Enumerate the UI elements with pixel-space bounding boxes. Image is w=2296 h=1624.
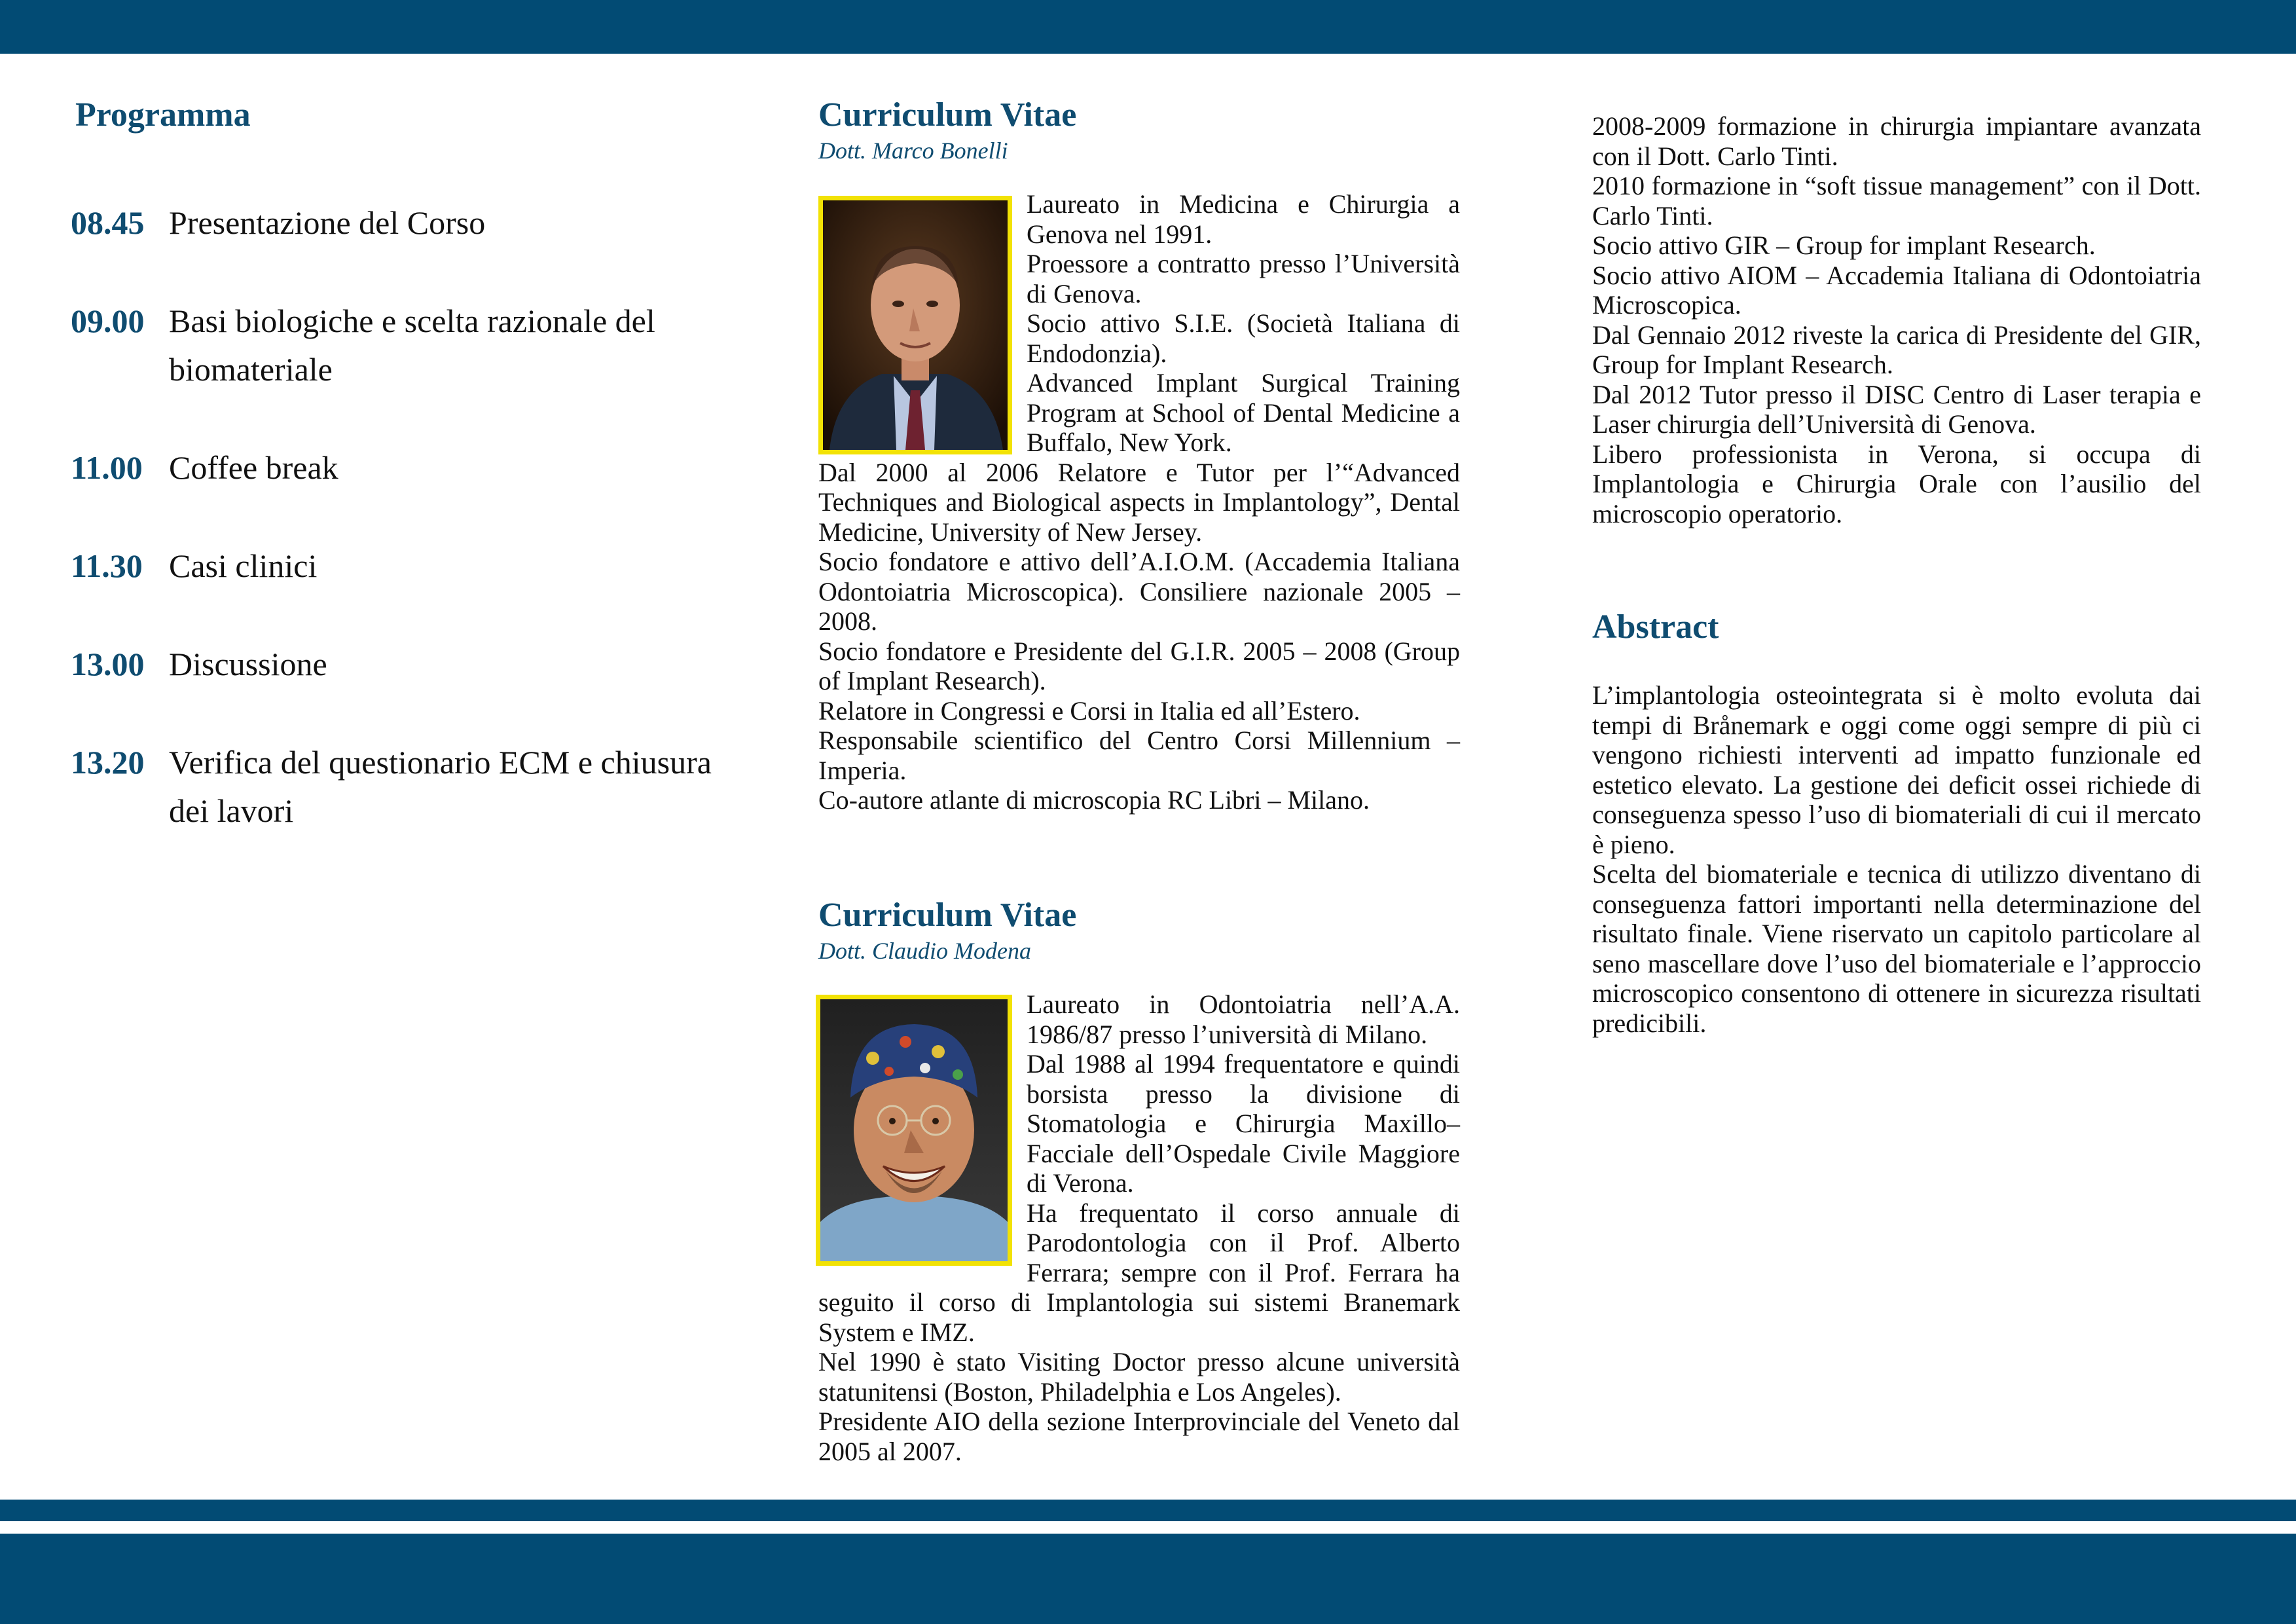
cv1-line: Socio fondatore e attivo dell’A.I.O.M. (Accademia Italiana Odontoiatria Microscopica). Consiliere nazionale 2005 – 2008. [818,547,1460,637]
cv1-line: Co-autore atlante di microscopia RC Libri – Milano. [818,785,1370,815]
programma-item [71,640,712,688]
top-band [0,0,2296,54]
programma-label: Basi biologiche e scelta razionale del biomateriale [169,303,655,388]
cv1-line: Dal 2000 al 2006 Relatore e Tutor per l’“Advanced Techniques and Biological aspects in Implantology”, Dental Medicine, University of New Jersey. [818,457,1460,547]
cv1-body [818,189,1460,815]
cv2-line: Nel 1990 è stato Visiting Doctor presso alcune università statunitensi (Boston, Philadelphia e Los Angeles). [818,1347,1460,1407]
programma-time: 13.00 [71,646,145,683]
cv2-continued-line: Dal Gennaio 2012 riveste la carica di Presidente del GIR, Group for Implant Research. [1592,320,2201,379]
programma-time: 08.45 [71,204,145,242]
cv1-line: Laureato in Medicina e Chirurgia a Genova nel 1991. [1027,189,1460,249]
abstract-title: Abstract [1592,608,1719,646]
cv2-section [818,895,1460,1466]
cv2-name: Dott. Claudio Modena [818,938,1031,965]
programma-list [71,198,712,835]
programma-section [71,95,712,885]
cv1-line: Advanced Implant Surgical Training Program at School of Dental Medicine a Buffalo, New York. [1027,368,1460,458]
programma-label: Presentazione del Corso [169,204,486,242]
cv1-title: Curriculum Vitae [818,96,1077,134]
programma-label: Coffee break [169,449,338,487]
cv2-continued-line: 2010 formazione in “soft tissue management” con il Dott. Carlo Tinti. [1592,171,2201,231]
cv2-continued-line: Socio attivo AIOM – Accademia Italiana di Odontoiatria Microscopica. [1592,260,2201,320]
cv2-line: Dal 1988 al 1994 frequentatore e quindi borsista presso la divisione di Stomatologia e Chirurgia Maxillo–Facciale dell’Ospedale Civile Maggiore di Verona. [1027,1049,1460,1198]
programma-time: 11.00 [71,449,143,487]
cv2-continued [1592,111,2201,528]
programma-time: 09.00 [71,303,145,340]
cv2-continued-line: Dal 2012 Tutor presso il DISC Centro di Laser terapia e Laser chirurgia dell’Università di Genova. [1592,379,2201,439]
cv1-line: Relatore in Congressi e Corsi in Italia ed all’Estero. [818,695,1360,726]
cv2-continued-line: 2008-2009 formazione in chirurgia impiantare avanzata con il Dott. Carlo Tinti. [1592,111,2201,171]
abstract-paragraph: Scelta del biomateriale e tecnica di utilizzo diventano di conseguenza fattori importanti nella determinazione del risultato finale. Viene riservato un capitolo particolare al seno mascellare dove l’uso del biomateriale e l’approccio microscopico consentono di ottenere in sicurezza risultati predicibili. [1592,859,2201,1038]
bottom-thin-band [0,1500,2296,1521]
cv2-continued-line: Socio attivo GIR – Group for implant Research. [1592,231,2096,260]
cv2-line: Ha frequentato il corso annuale di Parodontologia con il Prof. Alberto Ferrara; sempre con il Prof. Ferrara ha seguito il corso di Implantologia sui sistemi Branemark System e IMZ. [818,1198,1460,1347]
right-column [1592,111,2201,1038]
programma-title: Programma [75,96,251,134]
programma-time: 11.30 [71,547,143,585]
cv2-body [818,989,1460,1466]
cv2-line: Presidente AIO della sezione Interprovinciale del Veneto dal 2005 al 2007. [818,1407,1460,1466]
cv1-line: Proessore a contratto presso l’Università di Genova. [1027,249,1460,308]
portrait-photo-bonelli [818,196,1012,454]
cv2-title: Curriculum Vitae [818,896,1077,934]
portrait-bonelli-image [823,200,1008,450]
programma-time: 13.20 [71,744,145,781]
programma-item [71,198,712,247]
programma-label: Casi clinici [169,547,318,585]
cv1-section [818,95,1460,815]
portrait-photo-modena [816,995,1012,1266]
programma-label: Verifica del questionario ECM e chiusura dei lavori [169,744,712,830]
bottom-band [0,1534,2296,1624]
cv1-line: Socio fondatore e Presidente del G.I.R. 2005 – 2008 (Group of Implant Research). [818,636,1460,696]
portrait-modena-image [820,999,1008,1261]
cv2-continued-line: Libero professionista in Verona, si occupa di Implantologia e Chirurgia Orale con l’ausilio del microscopio operatorio. [1592,439,2201,528]
programma-item [71,443,712,492]
cv1-line: Socio attivo S.I.E. (Società Italiana di Endodonzia). [1027,308,1460,368]
programma-item [71,297,712,394]
abstract-body [1592,680,2201,1038]
programma-item [71,738,712,835]
programma-item [71,542,712,590]
cv1-name: Dott. Marco Bonelli [818,138,1008,164]
abstract-paragraph: L’implantologia osteointegrata si è molto evoluta dai tempi di Brånemark e oggi come oggi sempre di più ci vengono richiesti interventi ad impatto funzionale ed estetico elevato. La gestione dei deficit ossei richiede di conseguenza spesso l’uso di biomateriali di cui il mercato è pieno. [1592,680,2201,859]
cv2-line: Laureato in Odontoiatria nell’A.A. 1986/87 presso l’università di Milano. [1027,989,1460,1049]
programma-label: Discussione [169,646,327,683]
cv1-line: Responsabile scientifico del Centro Corsi Millennium – Imperia. [818,726,1460,785]
cv-column [818,95,1460,1466]
